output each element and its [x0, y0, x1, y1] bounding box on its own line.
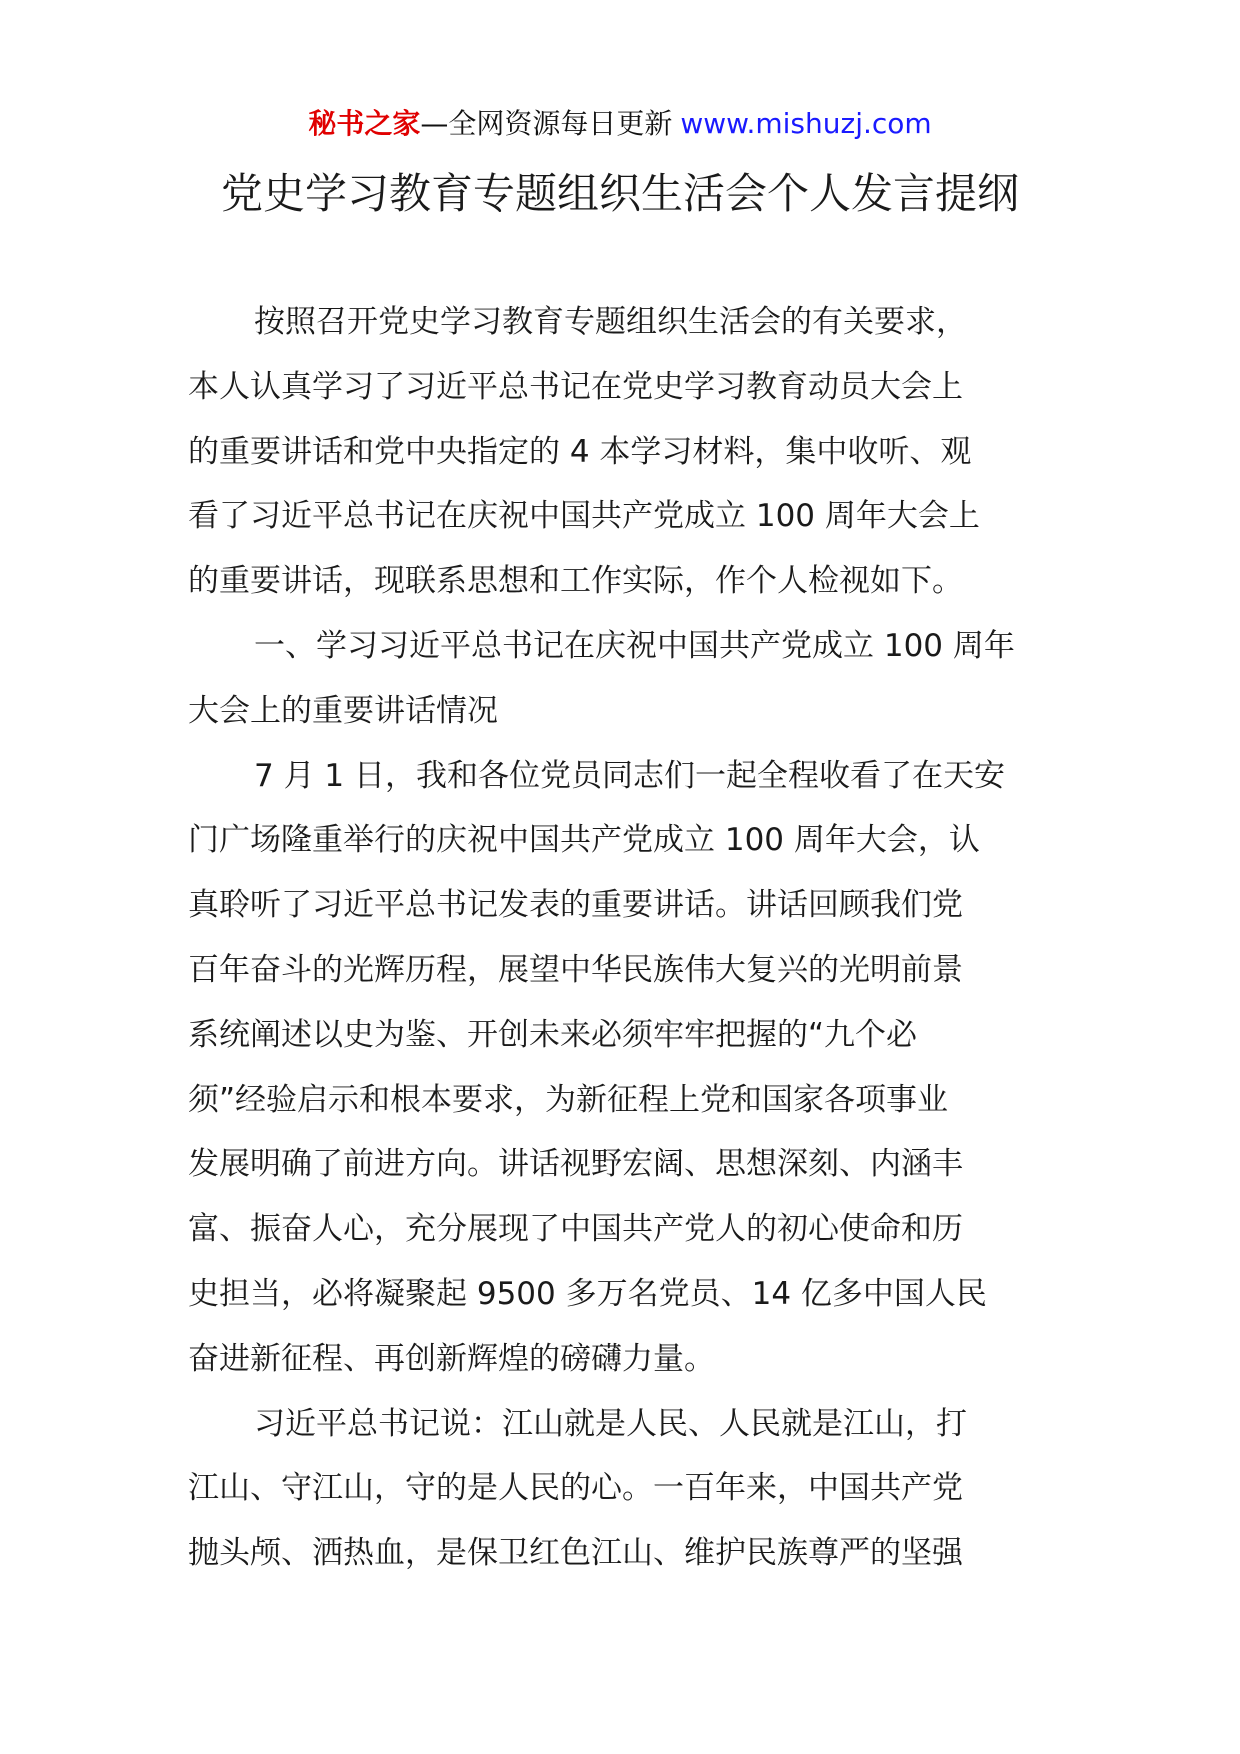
text-line: 百年奋斗的光辉历程，展望中华民族伟大复兴的光明前景 — [188, 951, 963, 988]
text-line: 抛头颅、洒热血，是保卫红色江山、维护民族尊严的坚强 — [188, 1535, 963, 1572]
text-line: 系统阐述以史为鉴、开创未来必须牢牢把握的“九个必 — [188, 1016, 918, 1053]
text-line: 的重要讲话和党中央指定的 4 本学习材料，集中收听、观 — [188, 433, 972, 470]
text-line: 江山、守江山，守的是人民的心。一百年来，中国共产党 — [188, 1470, 963, 1507]
text-line: 本人认真学习了习近平总书记在党史学习教育动员大会上 — [188, 368, 963, 405]
section-heading-line: 一、学习习近平总书记在庆祝中国共产党成立 100 周年 — [254, 627, 1015, 664]
site-header — [0, 104, 1240, 144]
text-line: 史担当，必将凝聚起 9500 多万名党员、14 亿多中国人民 — [188, 1275, 987, 1312]
text-line: 7 月 1 日，我和各位党员同志们一起全程收看了在天安 — [254, 757, 1006, 794]
document-body — [188, 290, 1058, 1586]
text-line: 奋进新征程、再创新辉煌的磅礴力量。 — [188, 1340, 715, 1377]
text-line: 的重要讲话，现联系思想和工作实际，作个人检视如下。 — [188, 563, 963, 600]
text-line: 看了习近平总书记在庆祝中国共产党成立 100 周年大会上 — [188, 498, 980, 535]
text-line: 富、振奋人心，充分展现了中国共产党人的初心使命和历 — [188, 1211, 963, 1248]
site-tagline: —全网资源每日更新 — [420, 107, 673, 140]
text-line: 按照召开党史学习教育专题组织生活会的有关要求， — [254, 304, 967, 340]
text-line: 须”经验启示和根本要求，为新征程上党和国家各项事业 — [188, 1081, 949, 1118]
text-line: 门广场隆重举行的庆祝中国共产党成立 100 周年大会，认 — [188, 822, 980, 859]
text-line: 发展明确了前进方向。讲话视野宏阔、思想深刻、内涵丰 — [188, 1146, 963, 1183]
brand-name: 秘书之家 — [308, 107, 421, 140]
text-line: 真聆听了习近平总书记发表的重要讲话。讲话回顾我们党 — [188, 887, 963, 924]
text-line: 习近平总书记说：江山就是人民、人民就是江山，打 — [254, 1405, 967, 1442]
document-title: 党史学习教育专题组织生活会个人发言提纲 — [220, 169, 1019, 218]
section-heading-line: 大会上的重要讲话情况 — [188, 692, 498, 729]
site-url[interactable]: www.mishuzj.com — [680, 107, 932, 140]
